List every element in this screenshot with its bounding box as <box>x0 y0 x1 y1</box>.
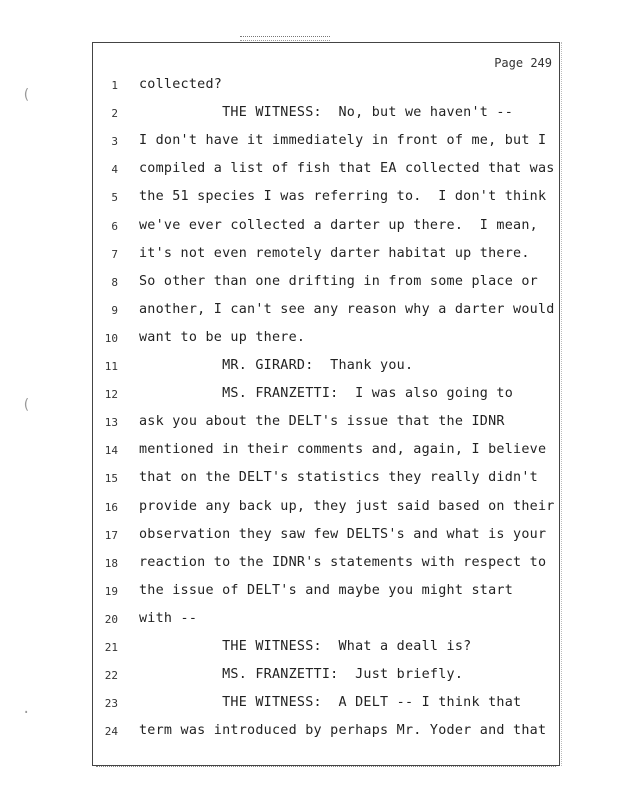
line-number: 11 <box>104 360 118 373</box>
transcript-line: with -- <box>139 610 198 626</box>
header-scan-artifact <box>240 36 330 41</box>
transcript-line: another, I can't see any reason why a darter would <box>139 301 555 317</box>
transcript-line: compiled a list of fish that EA collected that was <box>139 161 555 177</box>
line-number: 17 <box>104 528 118 542</box>
line-number: 24 <box>104 725 118 739</box>
transcript-line: want to be up there. <box>139 329 306 345</box>
line-number: 12 <box>104 388 118 402</box>
transcript-line: MS. FRANZETTI: Just briefly. <box>139 667 464 683</box>
line-number: 21 <box>104 641 118 654</box>
left-margin-mark: ( <box>22 87 31 103</box>
transcript-line: reaction to the IDNR's statements with respect to <box>139 554 547 570</box>
line-number: 3 <box>111 135 118 149</box>
line-number: 20 <box>104 612 118 626</box>
line-number: 14 <box>104 444 118 458</box>
transcript-line: ask you about the DELT's issue that the IDNR <box>139 414 505 430</box>
footer-scan-artifact <box>96 766 556 771</box>
line-number: 16 <box>104 500 118 514</box>
transcript-line: the issue of DELT's and maybe you might start <box>139 582 514 598</box>
line-number: 7 <box>111 247 118 261</box>
line-number: 1 <box>111 79 118 92</box>
line-number: 5 <box>111 191 118 205</box>
line-number: 2 <box>111 107 118 121</box>
line-number: 23 <box>104 697 118 711</box>
transcript-line: THE WITNESS: No, but we haven't -- <box>139 105 514 121</box>
transcript-line: the 51 species I was referring to. I don't think <box>139 189 547 205</box>
right-margin-rule <box>561 42 563 766</box>
transcript-line: term was introduced by perhaps Mr. Yoder and that <box>139 723 547 739</box>
line-number: 4 <box>111 163 118 177</box>
transcript-line: THE WITNESS: What a deall is? <box>139 639 472 654</box>
line-number: 15 <box>104 472 118 486</box>
transcript-line: observation they saw few DELTS's and what is your <box>139 526 547 542</box>
transcript-line: provide any back up, they just said based on their <box>139 498 555 514</box>
transcript-line: it's not even remotely darter habitat up there. <box>139 245 530 261</box>
transcript-line: I don't have it immediately in front of me, but I <box>139 133 547 149</box>
line-number: 19 <box>104 584 118 598</box>
left-margin-mark: · <box>22 705 31 721</box>
transcript-line: mentioned in their comments and, again, I believe <box>139 442 547 458</box>
line-number: 22 <box>104 669 118 683</box>
transcript-page-frame <box>92 42 560 766</box>
transcript-line: THE WITNESS: A DELT -- I think that <box>139 695 522 711</box>
transcript-line: MR. GIRARD: Thank you. <box>139 358 414 373</box>
line-number: 6 <box>111 219 118 233</box>
transcript-line: we've ever collected a darter up there. I mean, <box>139 217 538 233</box>
line-number: 9 <box>111 303 118 317</box>
line-number: 10 <box>104 331 118 345</box>
transcript-line: that on the DELT's statistics they really didn't <box>139 470 538 486</box>
left-margin-mark: ( <box>22 397 31 413</box>
transcript-line: MS. FRANZETTI: I was also going to <box>139 386 514 402</box>
transcript-line: collected? <box>139 77 223 92</box>
line-number: 13 <box>104 416 118 430</box>
page-number: Page 249 <box>494 56 552 70</box>
line-number: 18 <box>104 556 118 570</box>
transcript-line: So other than one drifting in from some place or <box>139 273 538 289</box>
line-number: 8 <box>111 275 118 289</box>
